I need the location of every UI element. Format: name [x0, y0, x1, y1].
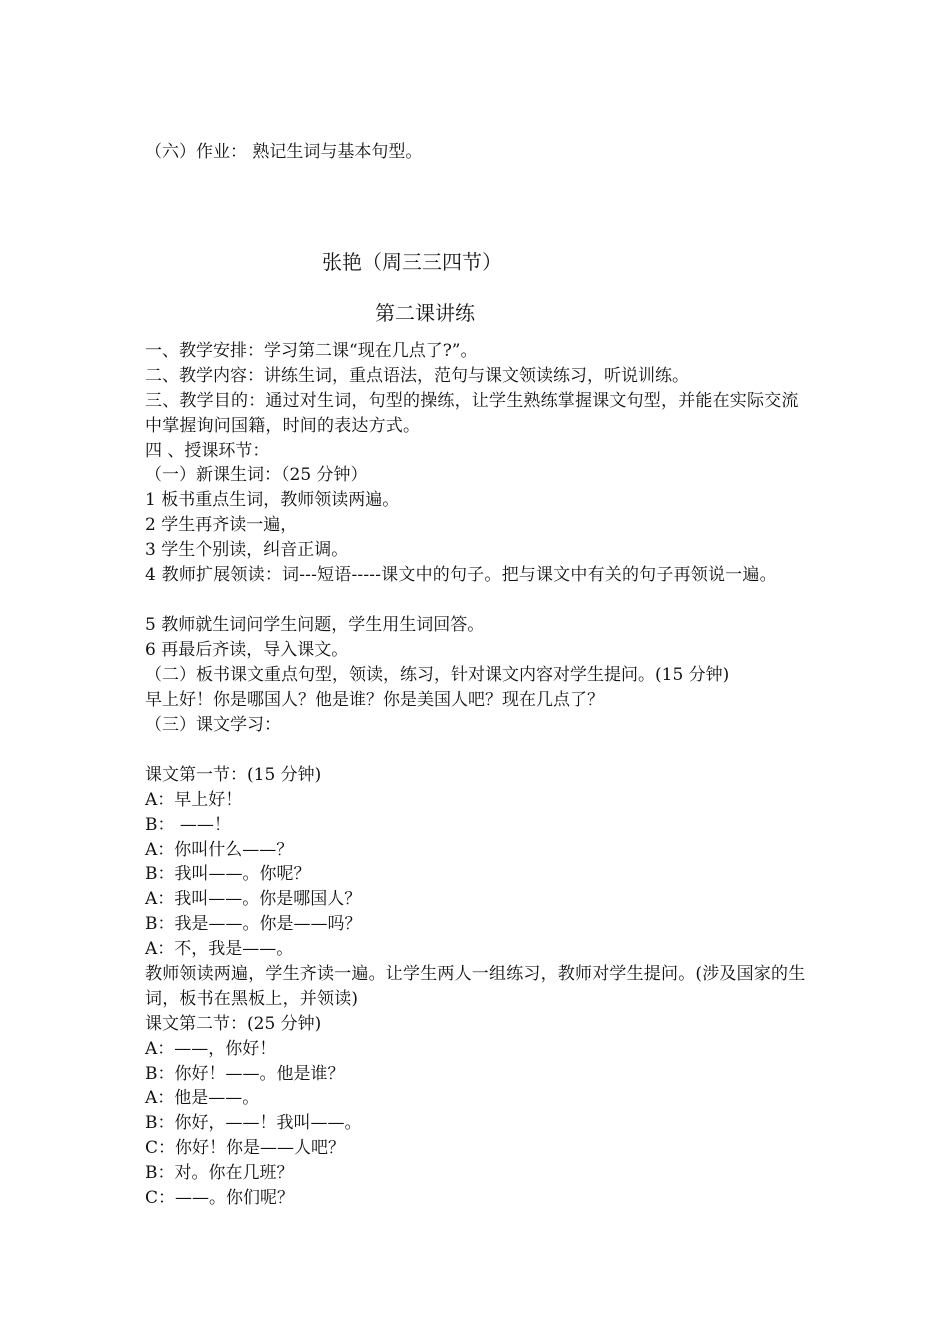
- dialogue-line: A：你叫什么——？: [145, 840, 294, 860]
- section-goal: 三、教学目的：通过对生词，句型的操练，让学生熟练掌握课文句型，并能在实际交流中掌握询问国籍，时间的表达方式。: [145, 391, 799, 436]
- dialogue-line: A：不，我是——。: [145, 939, 294, 959]
- text1-heading: 课文第一节：(15 分钟): [145, 765, 322, 785]
- dialogue-line: B：你好，——！我叫——。: [145, 1113, 362, 1133]
- lesson-title: 第二课讲练: [375, 301, 475, 325]
- part1-step: 3 学生个别读，纠音正调。: [145, 540, 349, 560]
- part3-heading: （三）课文学习：: [145, 715, 281, 735]
- part2-heading: （二）板书课文重点句型，领读，练习，针对课文内容对学生提问。(15 分钟): [145, 665, 730, 685]
- dialogue-line: B： ——！: [145, 815, 231, 835]
- dialogue-line: B：我叫——。你呢？: [145, 864, 311, 884]
- part1-step: 2 学生再齐读一遍，: [145, 515, 298, 535]
- dialogue-line: A：早上好！: [145, 790, 243, 810]
- homework-line: （六）作业： 熟记生词与基本句型。: [145, 142, 423, 162]
- teacher-heading: 张艳（周三三四节）: [322, 250, 502, 274]
- section-arrangement: 一、教学安排：学习第二课“现在几点了?”。: [145, 341, 478, 361]
- dialogue-line: C：你好！你是——人吧？: [145, 1138, 346, 1158]
- text2-heading: 课文第二节：(25 分钟): [145, 1014, 322, 1034]
- part1-step: 1 板书重点生词，教师领读两遍。: [145, 490, 400, 510]
- dialogue-line: C：——。你们呢？: [145, 1188, 295, 1208]
- part2-sentences: 早上好！你是哪国人？他是谁？你是美国人吧？现在几点了？: [145, 690, 604, 710]
- part1-step: 6 再最后齐读，导入课文。: [145, 640, 349, 660]
- section-content: 二、教学内容：讲练生词，重点语法，范句与课文领读练习，听说训练。: [145, 366, 689, 386]
- text1-note: 教师领读两遍，学生齐读一遍。让学生两人一组练习，教师对学生提问。(涉及国家的生词，板书在黑板上，并领读): [145, 964, 806, 1009]
- dialogue-line: B：你好！——。他是谁？: [145, 1064, 345, 1084]
- part1-step: 4 教师扩展领读：词---短语-----课文中的句子。把与课文中有关的句子再领说一遍。: [145, 565, 777, 585]
- dialogue-line: B：对。你在几班？: [145, 1163, 294, 1183]
- dialogue-line: A：他是——。: [145, 1088, 260, 1108]
- part1-step: 5 教师就生词问学生问题，学生用生词回答。: [145, 615, 485, 635]
- dialogue-line: A：——，你好！: [145, 1039, 277, 1059]
- section-procedure: 四 、授课环节：: [145, 441, 270, 461]
- dialogue-line: B：我是——。你是——吗？: [145, 914, 362, 934]
- part1-heading: （一）新课生词：（25 分钟）: [145, 465, 368, 485]
- dialogue-line: A：我叫——。你是哪国人？: [145, 889, 362, 909]
